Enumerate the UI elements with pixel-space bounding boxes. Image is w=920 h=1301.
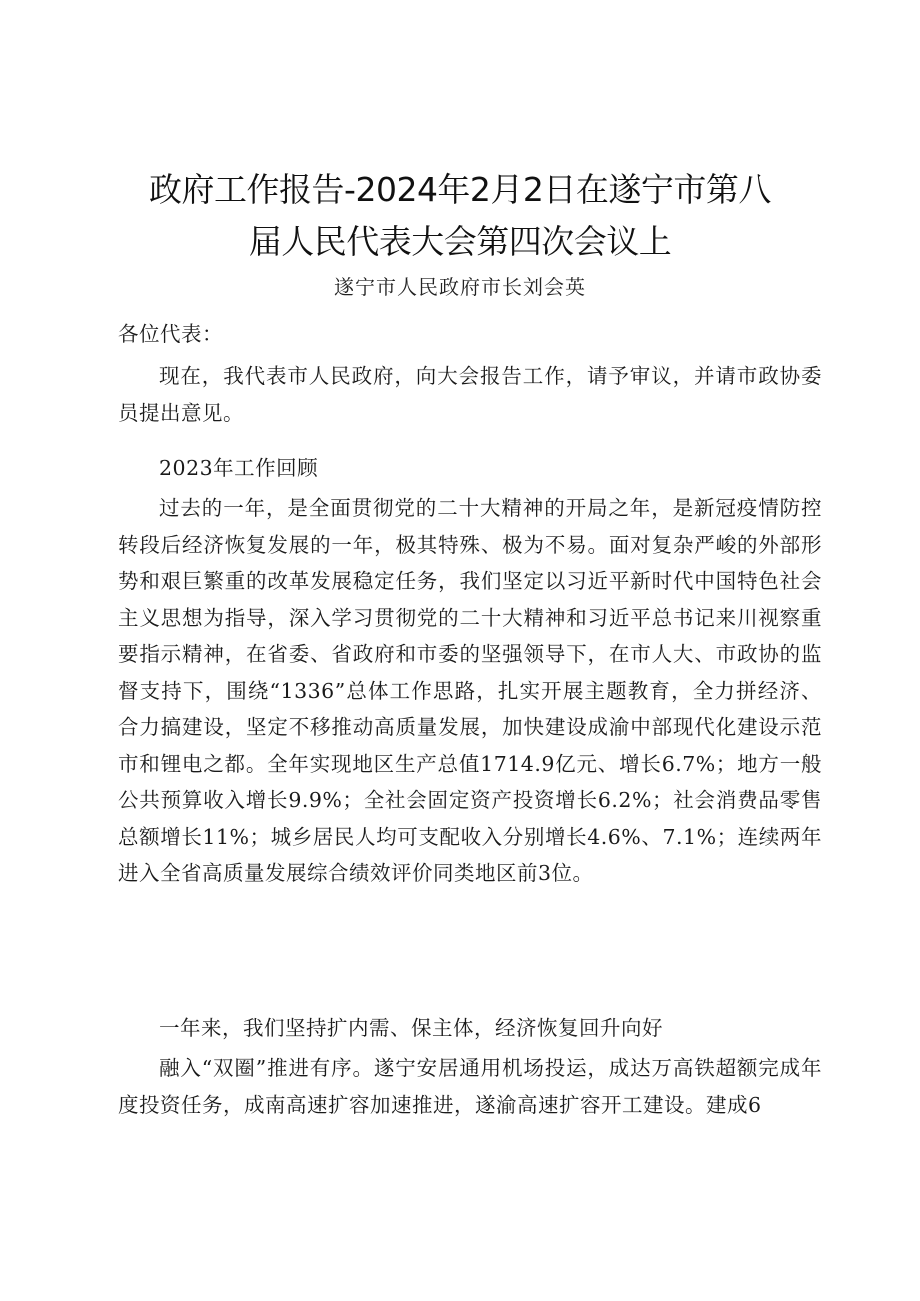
salutation: 各位代表： [118,322,223,346]
document-title-line-2: 届人民代表大会第四次会议上 [248,222,672,261]
review-paragraph: 过去的一年，是全面贯彻党的二十大精神的开局之年，是新冠疫情防控转段后经济恢复发展的一年，极其特殊、极为不易。面对复杂严峻的外部形势和艰巨繁重的改革发展稳定任务，我们坚定以习近平新时代中国特色社会主义思想为指导，深入学习贯彻党的二十大精神和习近平总书记来川视察重要指示精神，在省委、省政府和市委的坚强领导下，在市人大、市政协的监督支持下，围绕“1336”总体工作思路，扎实开展主题教育，全力拼经济、合力搞建设，坚定不移推动高质量发展，加快建设成渝中部现代化建设示范市和锂电之都。全年实现地区生产总值1714.9亿元、增长6.7%；地方一般公共预算收入增长9.9%；全社会固定资产投资增长6.2%；社会消费品零售总额增长11%；城乡居民人均可支配收入分别增长4.6%、7.1%；连续两年进入全省高质量发展综合绩效评价同类地区前3位。 [118,496,822,885]
subsection-paragraph: 融入“双圈”推进有序。遂宁安居通用机场投运，成达万高铁超额完成年度投资任务，成南高速扩容加速推进，遂渝高速扩容开工建设。建成6 [118,1056,822,1117]
section-heading: 2023年工作回顾 [159,456,319,480]
intro-paragraph: 现在，我代表市人民政府，向大会报告工作，请予审议，并请市政协委员提出意见。 [118,364,822,425]
author-line: 遂宁市人民政府市长刘会英 [334,275,586,299]
subsection-heading: 一年来，我们坚持扩内需、保主体，经济恢复回升向好 [159,1016,663,1040]
document-title-line-1: 政府工作报告-2024年2月2日在遂宁市第八 [149,170,771,209]
